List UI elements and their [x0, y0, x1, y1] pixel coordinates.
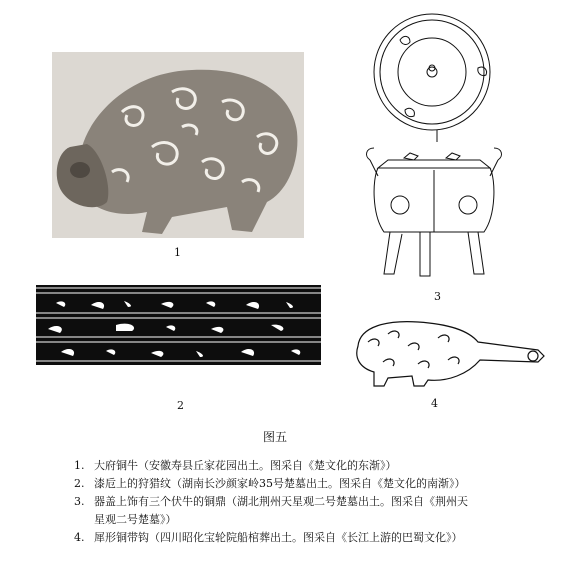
- panel-label-2: 2: [177, 399, 184, 412]
- caption-item-1: [74, 457, 468, 475]
- caption-text: 器盖上饰有三个伏牛的铜鼎（湖北荆州天星观二号楚墓出土。图采自《荆州天: [94, 495, 468, 508]
- caption-list: [74, 457, 468, 547]
- caption-item-3-continuation: [74, 511, 468, 529]
- figure-title: 图五: [263, 430, 288, 444]
- caption-text: 大府铜牛（安徽寿县丘家花园出土。图采自《楚文化的东渐》）: [94, 459, 397, 472]
- caption-text: 星观二号楚墓》）: [94, 513, 177, 526]
- lacquer-hunting-scene: [36, 285, 321, 365]
- rhino-belt-hook-drawing: [348, 316, 548, 388]
- hunting-pattern-bands: [36, 285, 321, 365]
- caption-text: 漆卮上的狩猎纹（湖南长沙颜家岭35号楚墓出土。图采自《楚文化的南渐》）: [94, 477, 466, 490]
- bronze-ox-image: [52, 52, 304, 238]
- bronze-ding-drawing: [360, 10, 530, 290]
- caption-item-4: [74, 529, 468, 547]
- panel-label-4: 4: [431, 397, 438, 410]
- caption-number: 1.: [74, 459, 85, 472]
- ding-line-drawing: [360, 10, 530, 290]
- caption-item-2: [74, 475, 468, 493]
- caption-number: 4.: [74, 531, 85, 544]
- belt-hook-line-drawing: [348, 316, 548, 388]
- caption-number: 2.: [74, 477, 85, 490]
- panel-label-1: 1: [174, 246, 181, 259]
- panel-label-3: 3: [434, 290, 441, 303]
- caption-item-3: [74, 493, 468, 511]
- caption-text: 犀形铜带钩（四川昭化宝轮院船棺葬出土。图采自《长江上游的巴蜀文化》）: [94, 531, 463, 544]
- caption-number: 3.: [74, 495, 85, 508]
- bronze-ox-photo: [52, 52, 304, 238]
